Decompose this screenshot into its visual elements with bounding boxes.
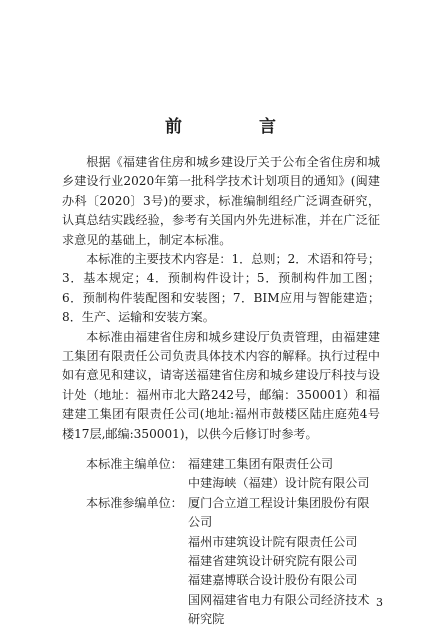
page-title: 前 言 bbox=[165, 117, 306, 137]
participant-unit: 福建省建筑设计研究院有限公司 bbox=[188, 554, 358, 569]
chief-editor-unit: 中建海峡（福建）设计院有限公司 bbox=[188, 476, 370, 491]
chief-editor-label: 本标准主编单位： bbox=[86, 457, 183, 471]
editor-units bbox=[62, 455, 392, 630]
paragraph-basis: 根据《福建省住房和城乡建设厅关于公布全省住房和城乡建设行业2020年第一批科学技术计划项目的通知》(闽建办科〔2020〕3号)的要求，标准编制组经广泛调查研究，认真总结实践经验，参考有关国内外先进标准，并在广泛征求意见的基础上，制定本标准。 bbox=[62, 155, 380, 247]
page-number: 3 bbox=[376, 596, 383, 609]
participant-unit: 厦门合立道工程设计集团股份有限公司 bbox=[188, 495, 370, 530]
paragraph-management: 本标准由福建省住房和城乡建设厅负责管理，由福建建工集团有限责任公司负责具体技术内容的解释。执行过程中如有意见和建议，请寄送福建省住房和城乡建设厅科技与设计处（地址：福州市北大路242号，邮编：350001）和福建建工集团有限责任公司(地址:福州市鼓楼区陆庄庭苑4号楼17层,邮编:350001)，以供今后修订时参考。 bbox=[62, 329, 380, 441]
chief-editor-list bbox=[188, 455, 392, 494]
participant-unit: 福州市建筑设计院有限责任公司 bbox=[188, 534, 358, 549]
participant-row bbox=[62, 494, 392, 630]
chief-editor-unit: 福建建工集团有限责任公司 bbox=[188, 457, 334, 471]
participant-unit: 福建嘉博联合设计股份有限公司 bbox=[188, 573, 358, 588]
preface-body bbox=[62, 153, 380, 444]
participant-list bbox=[188, 494, 392, 630]
chief-editor-row bbox=[62, 455, 392, 494]
participant-unit: 国网福建省电力有限公司经济技术研究院 bbox=[188, 592, 370, 627]
paragraph-content: 本标准的主要技术内容是：1．总则；2．术语和符号；3．基本规定；4．预制构件设计；5．预制构件加工图；6．预制构件装配图和安装图；7．BIM应用与智能建造；8．生产、运输和安装方案。 bbox=[62, 252, 380, 325]
participant-label: 本标准参编单位： bbox=[86, 495, 183, 510]
